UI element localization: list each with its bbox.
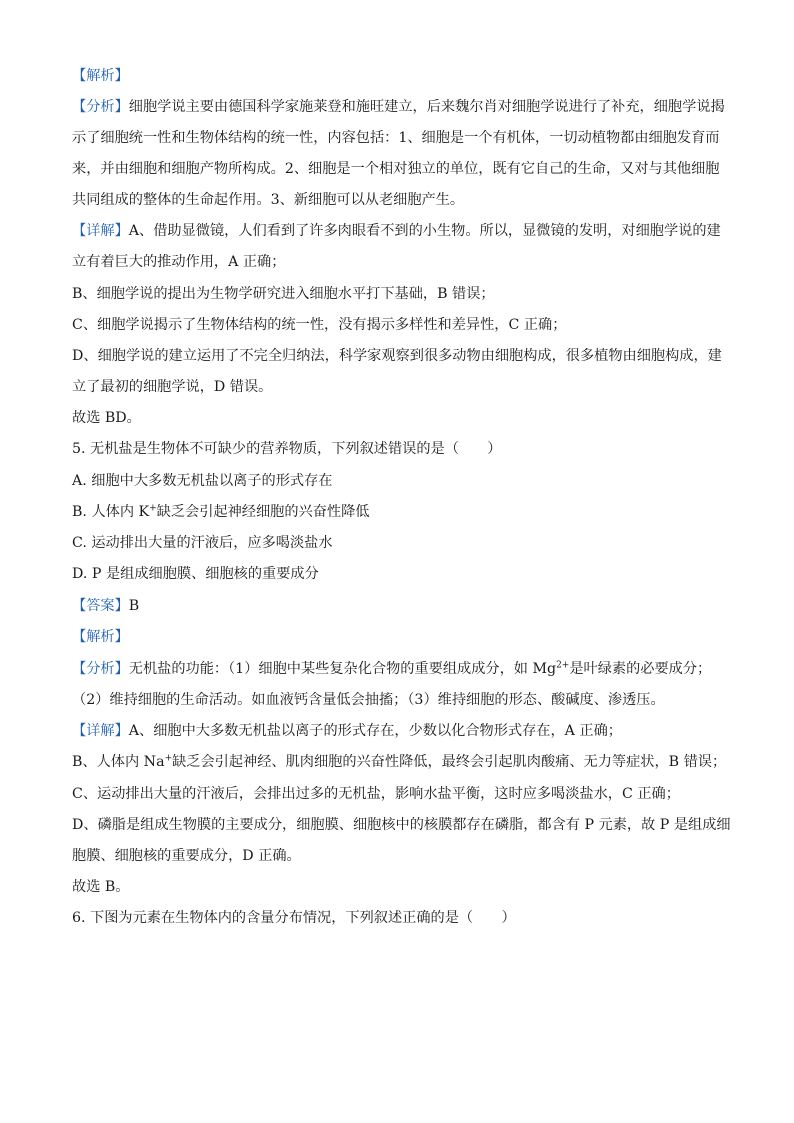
text-line bbox=[72, 66, 732, 86]
text-line bbox=[72, 377, 732, 397]
text-line bbox=[72, 877, 732, 897]
answer-value: B bbox=[128, 598, 140, 614]
line-text: 胞膜、细胞核的重要成分，D 正确。 bbox=[72, 848, 301, 864]
line-text: 6. 下图为元素在生物体内的含量分布情况，下列叙述正确的是（ ） bbox=[72, 910, 516, 926]
text-line bbox=[72, 159, 732, 179]
question-6-stem bbox=[72, 908, 732, 928]
text-line bbox=[72, 815, 732, 835]
line-text: 细胞学说主要由德国科学家施莱登和施旺建立，后来魏尔肖对细胞学说进行了补充，细胞学说揭 bbox=[128, 99, 725, 115]
text-line bbox=[72, 846, 732, 866]
text-line bbox=[72, 252, 732, 272]
line-text: B. 人体内 K bbox=[72, 504, 150, 520]
text-line bbox=[72, 190, 732, 210]
line-text: D. P 是组成细胞膜、细胞核的重要成分 bbox=[72, 566, 319, 582]
text-line bbox=[72, 659, 732, 679]
text-line bbox=[72, 721, 732, 741]
section-tag: 【详解】 bbox=[72, 723, 129, 739]
text-line bbox=[72, 752, 732, 772]
superscript: + bbox=[164, 753, 173, 764]
line-text: 立了最初的细胞学说，D 错误。 bbox=[72, 379, 273, 395]
line-text: 5. 无机盐是生物体不可缺少的营养物质，下列叙述错误的是（ ） bbox=[72, 441, 502, 457]
question-5-stem bbox=[72, 439, 732, 459]
superscript: + bbox=[149, 503, 157, 514]
text-line bbox=[72, 346, 732, 366]
option-c bbox=[72, 533, 732, 553]
section-tag: 【分析】 bbox=[72, 661, 129, 677]
section-tag: 【答案】 bbox=[72, 598, 129, 614]
line-text: B、人体内 Na bbox=[72, 754, 165, 770]
superscript: 2+ bbox=[556, 660, 570, 671]
line-text: 故选 BD。 bbox=[72, 410, 141, 426]
option-b bbox=[72, 502, 732, 522]
line-text: D、磷脂是组成生物膜的主要成分，细胞膜、细胞核中的核膜都存在磷脂，都含有 P 元素，故 P 是组成细 bbox=[72, 817, 731, 833]
line-text: A、细胞中大多数无机盐以离子的形式存在，少数以化合物形式存在，A 正确； bbox=[128, 723, 622, 739]
line-text-after: 缺乏会引起神经细胞的兴奋性降低 bbox=[156, 504, 370, 520]
line-text: B、细胞学说的提出为生物学研究进入细胞水平打下基础，B 错误； bbox=[72, 286, 495, 302]
text-line bbox=[72, 284, 732, 304]
option-d bbox=[72, 564, 732, 584]
text-line bbox=[72, 627, 732, 647]
line-text: 故选 B。 bbox=[72, 879, 130, 895]
line-text: C、细胞学说揭示了生物体结构的统一性，没有揭示多样性和差异性，C 正确； bbox=[72, 317, 567, 333]
line-text: C、运动排出大量的汗液后，会排出过多的无机盐，影响水盐平衡，这时应多喝淡盐水，C 正确； bbox=[72, 786, 680, 802]
text-line bbox=[72, 784, 732, 804]
section-tag: 【解析】 bbox=[72, 629, 129, 645]
line-text-after: 是叶绿素的必要成分； bbox=[569, 661, 712, 677]
section-tag: 【分析】 bbox=[72, 99, 129, 115]
text-line bbox=[72, 221, 732, 241]
text-line bbox=[72, 690, 732, 710]
option-a bbox=[72, 471, 732, 491]
section-tag: 【详解】 bbox=[72, 223, 129, 239]
line-text: D、细胞学说的建立运用了不完全归纳法，科学家观察到很多动物由细胞构成，很多植物由细胞构成，建 bbox=[72, 348, 722, 364]
line-text: 无机盐的功能：（1）细胞中某些复杂化合物的重要组成成分，如 Mg bbox=[128, 661, 557, 677]
line-text: 立有着巨大的推动作用，A 正确； bbox=[72, 254, 286, 270]
line-text: 来，并由细胞和细胞产物所构成。2、细胞是一个相对独立的单位，既有它自己的生命，又对与其他细胞 bbox=[72, 161, 720, 177]
text-line bbox=[72, 408, 732, 428]
line-text: A. 细胞中大多数无机盐以离子的形式存在 bbox=[72, 473, 333, 489]
line-text: 共同组成的整体的生命起作用。3、新细胞可以从老细胞产生。 bbox=[72, 192, 465, 208]
line-text: C. 运动排出大量的汗液后，应多喝淡盐水 bbox=[72, 535, 333, 551]
line-text: 示了细胞统一性和生物体结构的统一性，内容包括：1、细胞是一个有机体，一切动植物都由细胞发育而 bbox=[72, 130, 720, 146]
section-tag: 【解析】 bbox=[72, 68, 129, 84]
line-text: A、借助显微镜，人们看到了许多肉眼看不到的小生物。所以，显微镜的发明，对细胞学说的建 bbox=[128, 223, 721, 239]
line-text-after: 缺乏会引起神经、肌肉细胞的兴奋性降低，最终会引起肌肉酸痛、无力等症状，B 错误； bbox=[172, 754, 727, 770]
answer-line bbox=[72, 596, 732, 616]
line-text: （2）维持细胞的生命活动。如血液钙含量低会抽搐；（3）维持细胞的形态、酸碱度、渗透压。 bbox=[72, 692, 665, 708]
text-line bbox=[72, 315, 732, 335]
text-line bbox=[72, 97, 732, 117]
text-line bbox=[72, 128, 732, 148]
